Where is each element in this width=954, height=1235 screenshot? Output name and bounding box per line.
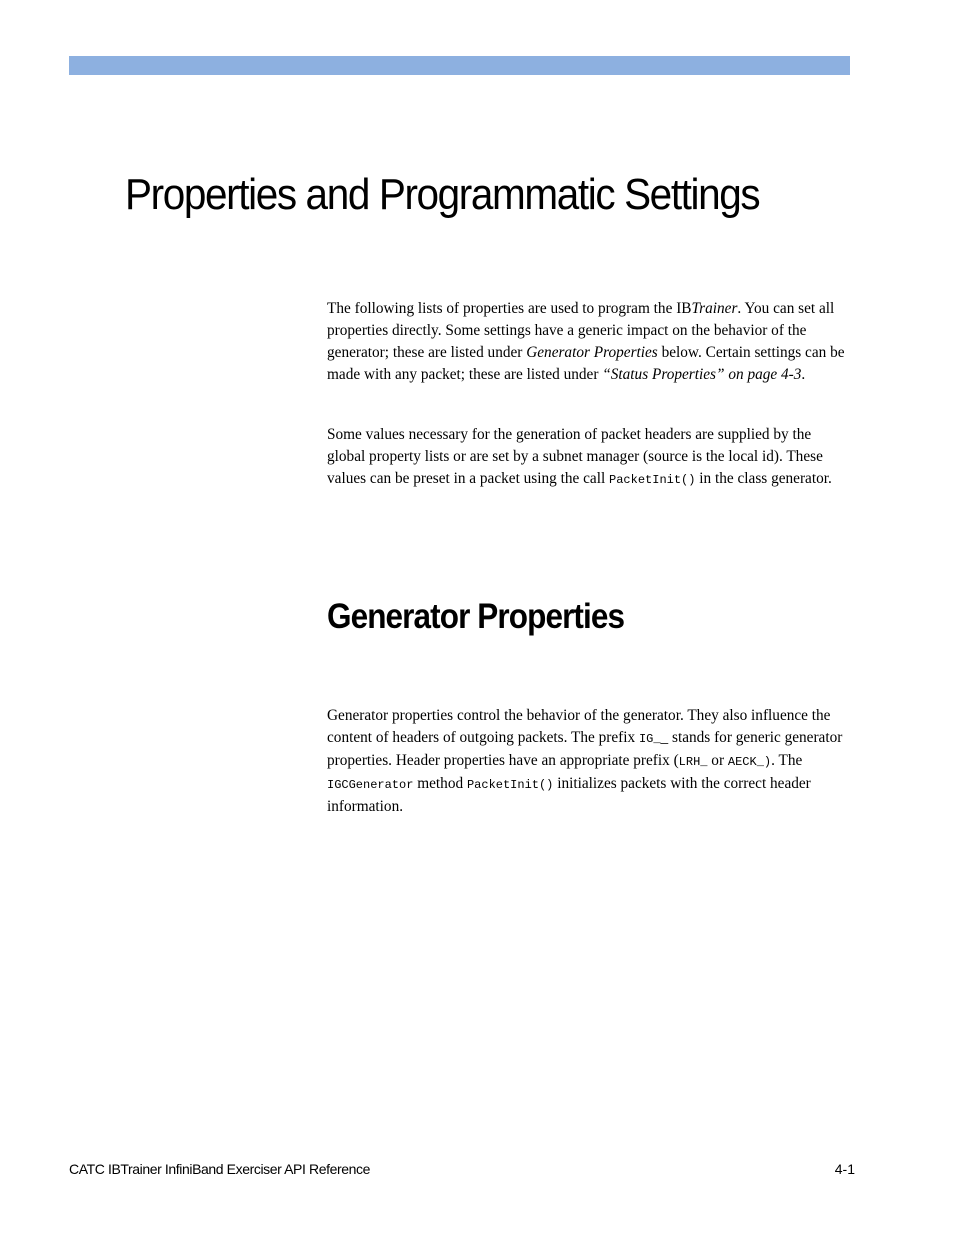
text-run: Some values necessary for the generation of packet headers are supplied by the global property lists or are set by a subnet manager (source is the local id). These values can be preset in a packet using the call: [327, 426, 823, 487]
text-run: below. Certain settings can be made with any packet; these are listed under: [327, 344, 845, 383]
text-run: or: [707, 752, 728, 769]
text-run: .: [801, 366, 806, 383]
code-lrh-prefix: LRH_: [678, 755, 708, 769]
section-title: Generator Properties: [327, 597, 625, 636]
footer-document-title: CATC IBTrainer InfiniBand Exerciser API Reference: [69, 1161, 370, 1177]
intro-paragraph-2: [327, 424, 852, 491]
page-title: Properties and Programmatic Settings: [125, 170, 760, 219]
italic-section-reference: Generator Properties: [526, 344, 658, 361]
section-paragraph: [327, 705, 852, 818]
text-run: . The: [771, 752, 803, 769]
code-ig-prefix: IG_: [638, 732, 661, 746]
text-run: method: [413, 775, 467, 792]
footer-page-number: 4-1: [834, 1161, 855, 1177]
code-packetinit: PacketInit(): [466, 778, 554, 792]
header-bar: [69, 56, 850, 75]
text-run: Generator properties control the behavior of the generator. They also influence the content of headers of outgoing packets. The prefix: [327, 707, 831, 746]
code-packetinit: PacketInit(): [609, 473, 696, 487]
code-igcgenerator: IGCGenerator: [327, 778, 414, 792]
text-run: initializes packets with the correct header information.: [327, 775, 811, 815]
text-run: in the class generator.: [695, 470, 832, 487]
italic-product-name: Trainer: [691, 300, 738, 317]
code-aeck-prefix: AECK_): [727, 755, 772, 769]
text-run: _ stands for generic generator properties. Header properties have an appropriate prefix (: [327, 729, 843, 769]
text-run: . You can set all properties directly. Some settings have a generic impact on the behavior of the generator; these are listed under: [327, 300, 835, 361]
intro-paragraph-1: [327, 298, 852, 386]
cross-reference-link[interactable]: “Status Properties” on page 4-3: [602, 366, 802, 383]
text-run: The following lists of properties are used to program the IB: [327, 300, 692, 317]
